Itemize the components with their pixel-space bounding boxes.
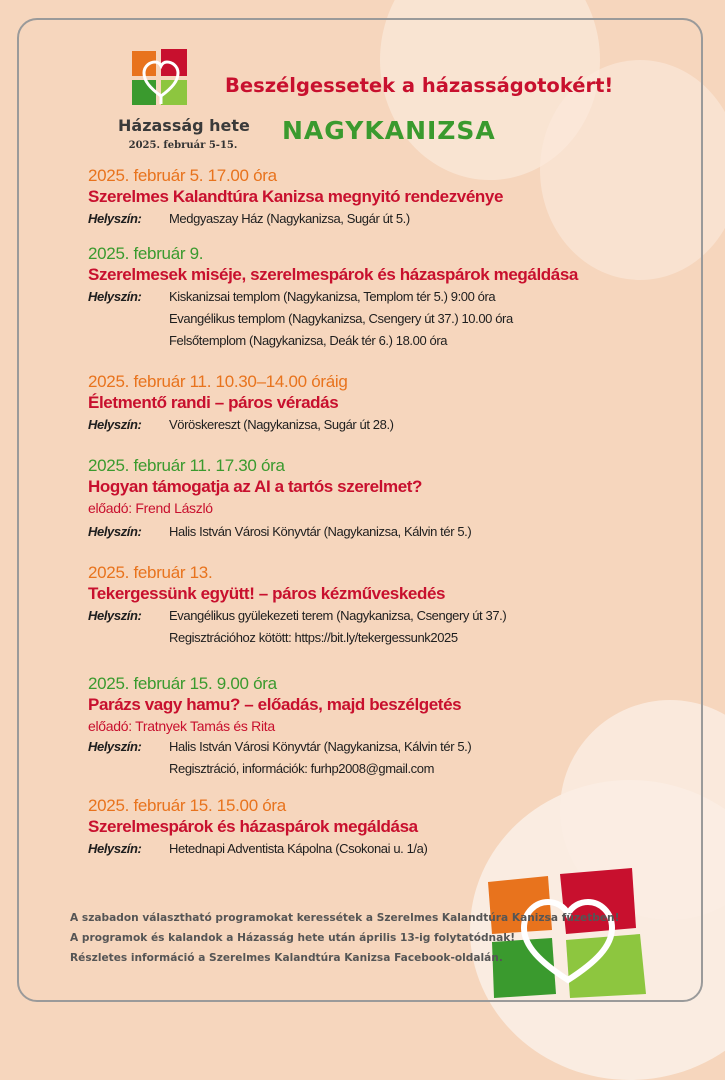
location-lines [169,521,471,543]
location-label: Helyszín: [88,841,142,856]
event-3 [88,372,688,436]
location-line: Felsőtemplom (Nagykanizsa, Deák tér 6.) 18.00 óra [169,333,448,348]
event-date: 2025. február 15. 15.00 óra [88,796,286,815]
event-title: Parázs vagy hamu? – előadás, majd beszélgetés [88,695,462,714]
location-line: Evangélikus gyülekezeti terem (Nagykanizsa, Csengery út 37.) [169,608,507,623]
event-date: 2025. február 11. 17.30 óra [88,456,285,475]
event-7 [88,796,688,860]
location-row [88,414,688,436]
location-row [88,736,688,780]
logo-name: Házasság hete [118,116,250,135]
footer-notes [70,908,690,968]
location-line: Kiskanizsai templom (Nagykanizsa, Templom tér 5.) 9:00 óra [169,289,496,304]
location-line: Halis István Városi Könyvtár (Nagykanizsa, Kálvin tér 5.) [169,739,472,754]
location-label: Helyszín: [88,417,142,432]
location-row [88,521,688,543]
heart-squares-logo-icon [132,48,190,106]
location-line: Regisztráció, információk: furhp2008@gmail.com [169,761,435,776]
location-lines [169,286,513,352]
location-label: Helyszín: [88,739,142,754]
location-lines [169,605,506,649]
location-label: Helyszín: [88,211,142,226]
event-title: Szerelmes Kalandtúra Kanizsa megnyitó rendezvénye [88,187,504,206]
event-presenter: előadó: Frend László [88,500,213,516]
location-lines [169,838,427,860]
event-date: 2025. február 13. [88,563,213,582]
footer-line: Részletes információ a Szerelmes Kalandtúra Kanizsa Facebook-oldalán. [70,952,503,964]
logo-date: 2025. február 5-15. [128,140,238,151]
event-5 [88,563,688,649]
headline: Beszélgessetek a házasságotokért! [225,74,614,97]
location-row [88,208,688,230]
location-row [88,838,688,860]
event-title: Szerelmesek miséje, szerelmespárok és házaspárok megáldása [88,265,578,284]
location-label: Helyszín: [88,289,142,304]
location-label: Helyszín: [88,608,142,623]
event-6 [88,674,688,780]
location-lines [169,414,394,436]
event-4 [88,456,688,543]
event-2 [88,244,688,352]
location-line: Regisztrációhoz kötött: https://bit.ly/tekergessunk2025 [169,630,458,645]
event-title: Életmentő randi – páros véradás [88,393,339,412]
location-line: Medgyaszay Ház (Nagykanizsa, Sugár út 5.) [169,211,410,226]
location-line: Hetednapi Adventista Kápolna (Csokonai u. 1/a) [169,841,428,856]
event-title: Tekergessünk együtt! – páros kézműveskedés [88,584,446,603]
footer-line: A programok és kalandok a Házasság hete után április 13-ig folytatódnak! [70,932,516,944]
event-date: 2025. február 11. 10.30–14.00 óráig [88,372,348,391]
footer-line: A szabadon választható programokat keressétek a Szerelmes Kalandtúra Kanizsa füzetben! [70,912,620,924]
event-date: 2025. február 5. 17.00 óra [88,166,277,185]
location-lines [169,208,410,230]
city-title: NAGYKANIZSA [282,116,496,145]
location-line: Vöröskereszt (Nagykanizsa, Sugár út 28.) [169,417,394,432]
event-date: 2025. február 9. [88,244,204,263]
location-line: Evangélikus templom (Nagykanizsa, Csengery út 37.) 10.00 óra [169,311,513,326]
event-title: Hogyan támogatja az AI a tartós szerelmet? [88,477,422,496]
location-row [88,286,688,352]
location-lines [169,736,471,780]
location-line: Halis István Városi Könyvtár (Nagykanizsa, Kálvin tér 5.) [169,524,472,539]
event-presenter: előadó: Tratnyek Tamás és Rita [88,718,275,734]
event-date: 2025. február 15. 9.00 óra [88,674,277,693]
event-title: Szerelmespárok és házaspárok megáldása [88,817,418,836]
location-row [88,605,688,649]
event-1 [88,166,688,230]
location-label: Helyszín: [88,524,142,539]
